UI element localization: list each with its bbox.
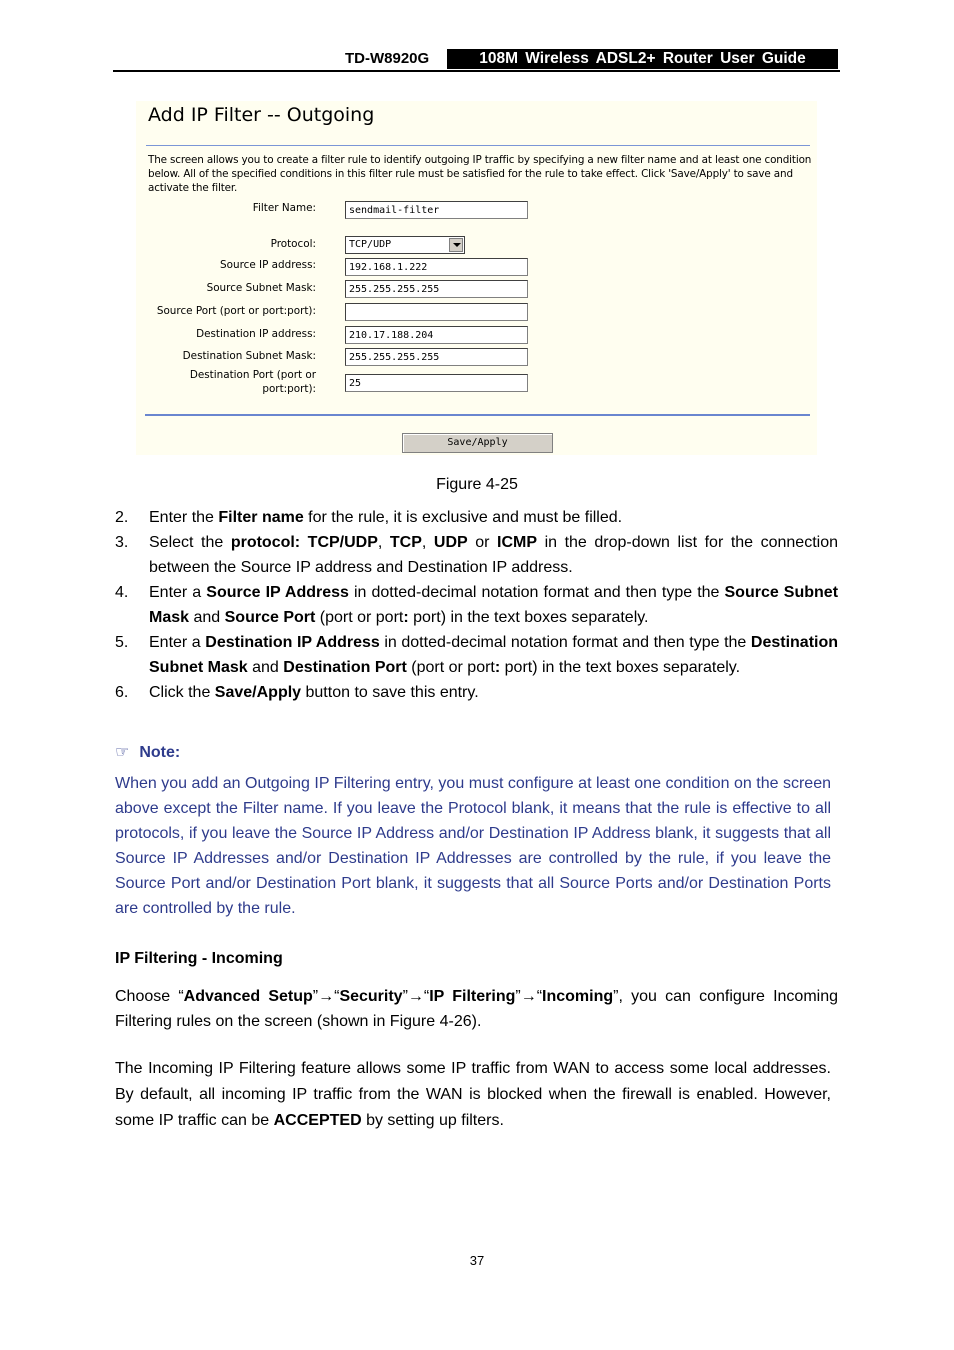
step-number: 3. — [115, 534, 129, 551]
destination-ip-label: Destination IP address: — [196, 328, 316, 340]
divider — [145, 414, 810, 416]
step-number: 6. — [115, 684, 129, 701]
destination-port-input[interactable]: 25 — [345, 374, 528, 392]
divider — [146, 145, 810, 146]
source-ip-input[interactable]: 192.168.1.222 — [345, 258, 528, 276]
step-number: 2. — [115, 509, 129, 526]
step-item — [115, 580, 838, 630]
figure-caption: Figure 4-25 — [436, 476, 518, 493]
step-text: Enter the Filter name for the rule, it is exclusive and must be filled. — [149, 509, 623, 526]
header-model: TD-W8920G — [345, 50, 430, 67]
filter-name-input[interactable]: sendmail-filter — [345, 201, 528, 219]
chevron-down-icon[interactable] — [449, 238, 463, 252]
pointing-hand-icon: ☞ — [115, 742, 130, 761]
source-port-label: Source Port (port or port:port): — [156, 305, 316, 317]
header-title: 108M Wireless ADSL2+ Router User Guide — [447, 49, 838, 69]
destination-mask-input[interactable]: 255.255.255.255 — [345, 348, 528, 366]
step-item — [115, 530, 838, 580]
destination-port-label-line1: Destination Port (port or — [189, 369, 316, 381]
step-text: Select the protocol: TCP/UDP, TCP, UDP or ICMP in the drop-down list for the connection between the Source IP address and Destination IP address. — [149, 534, 838, 576]
step-item — [115, 630, 838, 680]
note-heading: ☞ Note: — [115, 742, 181, 761]
section-paragraph: The Incoming IP Filtering feature allows some IP traffic from WAN to access some local addresses. By default, all incoming IP traffic from the WAN is blocked when the firewall is enabled. However, some IP traffic can be ACCEPTED by setting up filters. — [115, 1060, 831, 1129]
step-text: Click the Save/Apply button to save this entry. — [149, 684, 479, 701]
screen-title: Add IP Filter -- Outgoing — [148, 104, 375, 126]
step-number: 5. — [115, 634, 129, 651]
screen-description: The screen allows you to create a filter rule to identify outgoing IP traffic by specifying a new filter name and at least one condition below. All of the specified conditions in this filter rule must be satisfied for the rule to take effect. Click 'Save/Apply' to save and activate the filter. — [148, 154, 812, 194]
source-mask-input[interactable]: 255.255.255.255 — [345, 280, 528, 298]
protocol-select[interactable] — [345, 236, 465, 254]
step-text: Enter a Source IP Address in dotted-decimal notation format and then type the Source Subnet Mask and Source Port (port or port: port) in the text boxes separately. — [149, 584, 839, 626]
source-mask-label: Source Subnet Mask: — [206, 282, 316, 294]
router-screenshot — [136, 101, 817, 455]
section-paragraph: Choose “Advanced Setup”→“Security”→“IP Filtering”→“Incoming”, you can configure Incoming Filtering rules on the screen (shown in Figure 4-26). — [115, 988, 839, 1030]
note-body: When you add an Outgoing IP Filtering entry, you must configure at least one condition on the screen above except the Filter name. If you leave the Protocol blank, it means that the rule is effective to all protocols, if you leave the Source IP Address and/or Destination IP Address blank, it suggests that all Source IP Addresses and/or Destination IP Addresses are controlled by the rule, if you leave the Source Port and/or Destination Port blank, it suggests that all Source Ports and/or Destination Ports are controlled by the rule. — [115, 775, 831, 917]
step-list — [115, 505, 838, 705]
destination-port-label-line2: port:port): — [262, 383, 316, 395]
step-item — [115, 505, 838, 530]
step-text: Enter a Destination IP Address in dotted-decimal notation format and then type the Destination Subnet Mask and Destination Port (port or port: port) in the text boxes separately. — [149, 634, 839, 676]
header-rule — [113, 70, 840, 72]
step-number: 4. — [115, 584, 129, 601]
save-apply-button[interactable]: Save/Apply — [402, 433, 553, 453]
destination-ip-input[interactable]: 210.17.188.204 — [345, 326, 528, 344]
section-heading: IP Filtering - Incoming — [115, 950, 283, 967]
destination-mask-label: Destination Subnet Mask: — [182, 350, 316, 362]
filter-name-label: Filter Name: — [252, 202, 316, 214]
page-number: 37 — [469, 1253, 485, 1268]
step-item — [115, 680, 838, 705]
source-port-input[interactable] — [345, 303, 528, 321]
protocol-label: Protocol: — [270, 238, 316, 250]
source-ip-label: Source IP address: — [220, 259, 316, 271]
protocol-value: TCP/UDP — [349, 239, 392, 250]
